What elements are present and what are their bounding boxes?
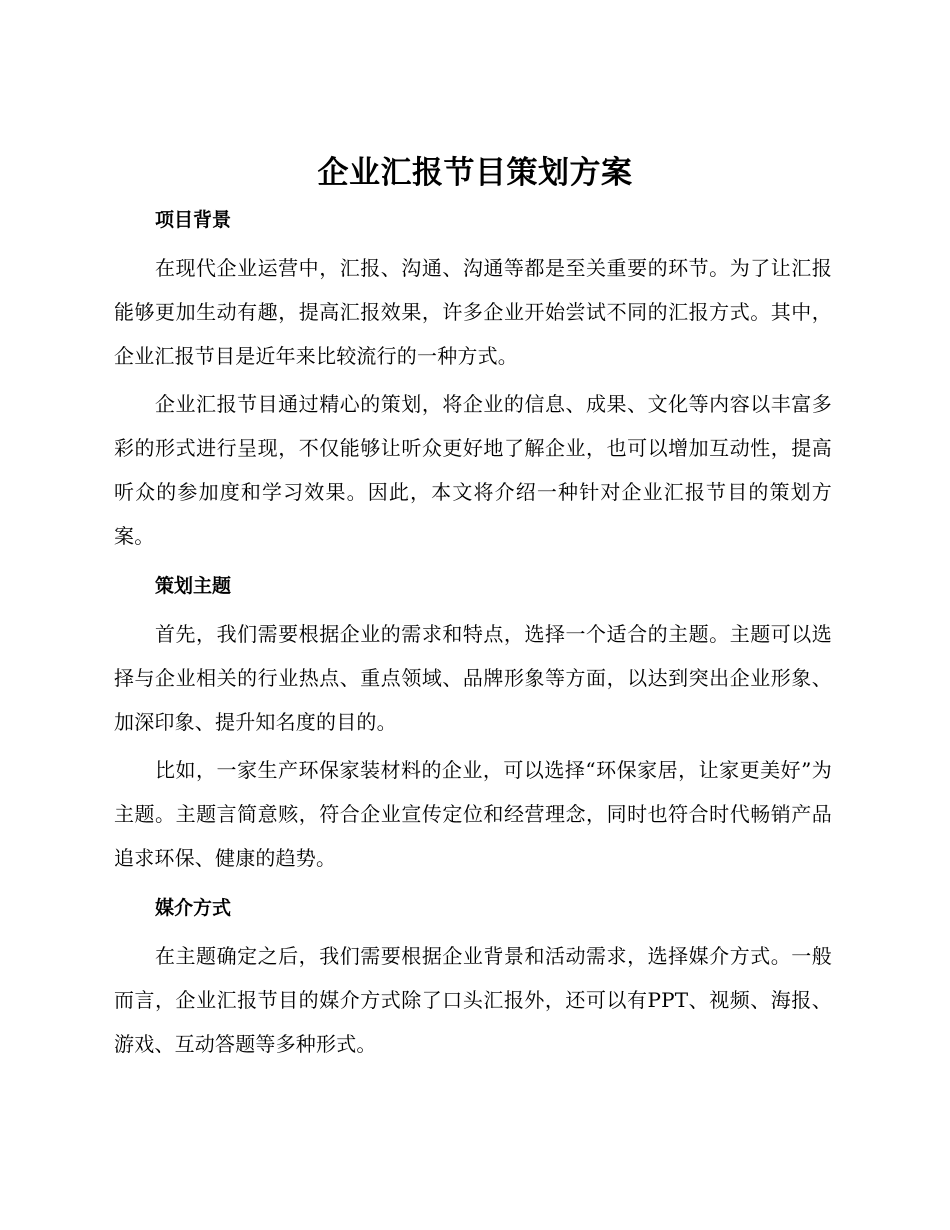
paragraph: 企业汇报节目通过精心的策划，将企业的信息、成果、文化等内容以丰富多彩的形式进行呈现，不仅能够让听众更好地了解企业，也可以增加互动性，提高听众的参加度和学习效果。因此，本文将介绍一种针对企业汇报节目的策划方案。 bbox=[114, 392, 832, 548]
paragraph: 首先，我们需要根据企业的需求和特点，选择一个适合的主题。主题可以选择与企业相关的行业热点、重点领域、品牌形象等方面，以达到突出企业形象、加深印象、提升知名度的目的。 bbox=[114, 622, 832, 734]
section-heading: 项目背景 bbox=[155, 209, 232, 231]
paragraph: 在现代企业运营中，汇报、沟通、沟通等都是至关重要的环节。为了让汇报能够更加生动有趣，提高汇报效果，许多企业开始尝试不同的汇报方式。其中，企业汇报节目是近年来比较流行的一种方式。 bbox=[114, 256, 832, 368]
section-theme bbox=[114, 562, 832, 880]
section-background bbox=[114, 196, 832, 558]
section-media bbox=[114, 884, 832, 1066]
paragraph: 在主题确定之后，我们需要根据企业背景和活动需求，选择媒介方式。一般而言，企业汇报节目的媒介方式除了口头汇报外，还可以有PPT、视频、海报、游戏、互动答题等多种形式。 bbox=[114, 944, 832, 1056]
paragraph: 比如，一家生产环保家装材料的企业，可以选择“环保家居，让家更美好”为主题。主题言简意赅，符合企业宣传定位和经营理念，同时也符合时代畅销产品追求环保、健康的趋势。 bbox=[114, 758, 832, 870]
document-title: 企业汇报节目策划方案 bbox=[317, 155, 633, 191]
section-heading: 媒介方式 bbox=[155, 897, 232, 919]
document-body bbox=[114, 196, 832, 1070]
section-heading: 策划主题 bbox=[155, 575, 232, 597]
